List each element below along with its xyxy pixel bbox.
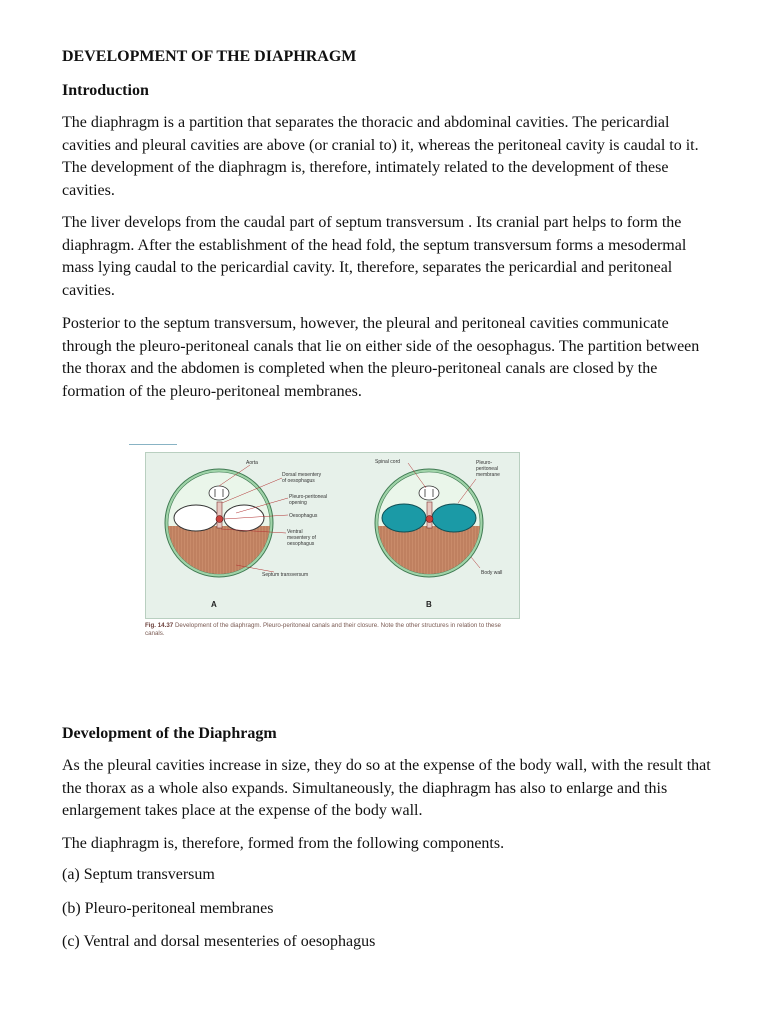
label-pp-opening-1: Pleuro-peritoneal [289, 494, 328, 500]
component-item-b: (b) Pleuro-peritoneal membranes [62, 900, 274, 917]
label-ventral-3: oesophagus [287, 541, 315, 547]
label-dorsal-mesentery-2: of oesophagus [282, 478, 315, 484]
label-aorta: Aorta [246, 460, 258, 466]
panel-a-letter: A [211, 600, 217, 609]
label-pp-opening-2: opening [289, 500, 307, 506]
label-ventral-1: Ventral [287, 529, 303, 535]
intro-paragraph-1: The diaphragm is a partition that separates the thoracic and abdominal cavities. The pericardial cavities and pleural cavities are above (or cranial to) it, whereas the peritoneal cavity is caudal to it. The development of the diaphragm is, therefore, intimately related to the development of these cavities. [62, 114, 699, 199]
label-septum-transversum: Septum transversum [262, 572, 309, 578]
panel-b-diagram [374, 463, 484, 586]
figure-frame [145, 452, 520, 619]
component-item-a: (a) Septum transversum [62, 866, 215, 883]
development-paragraph-2: The diaphragm is, therefore, formed from the following components. [62, 835, 505, 852]
label-membrane-1: Pleuro- [476, 460, 493, 466]
figure-caption-number: Fig. 14.37 [145, 622, 174, 629]
development-paragraph-1: As the pleural cavities increase in size, they do so at the expense of the body wall, with the result that the thorax as a whole also expands. Simultaneously, the diaphragm has also to enlarge and this enlargement takes place at the expense of the body wall. [62, 757, 711, 819]
figure-caption [145, 622, 515, 638]
label-dorsal-mesentery-1: Dorsal mesentery [282, 472, 322, 478]
section-heading-development: Development of the Diaphragm [62, 725, 277, 742]
figure-caption-text: Development of the diaphragm. Pleuro-peritoneal canals and their closure. Note the other structures in relation to these canals. [145, 622, 501, 637]
label-body-wall: Body wall [481, 570, 503, 576]
figure-rule [129, 444, 177, 445]
label-ventral-2: mesentery of [287, 535, 316, 541]
component-item-c: (c) Ventral and dorsal mesenteries of oesophagus [62, 933, 376, 950]
diaphragm-figure [129, 444, 524, 644]
figure-illustration [146, 453, 519, 618]
page-title: DEVELOPMENT OF THE DIAPHRAGM [62, 48, 357, 65]
intro-paragraph-2: The liver develops from the caudal part of septum transversum . Its cranial part helps to form the diaphragm. After the establishment of the head fold, the septum transversum forms a mesodermal mass lying caudal to the pericardial cavity. It, therefore, separates the pericardial and peritoneal cavities. [62, 214, 687, 299]
panel-b-letter: B [426, 600, 432, 609]
label-oesophagus: Oesophagus [289, 513, 318, 519]
intro-heading: Introduction [62, 82, 149, 99]
label-membrane-3: membrane [476, 472, 500, 478]
label-spinal-cord: Spinal cord [375, 459, 401, 465]
intro-paragraph-3: Posterior to the septum transversum, however, the pleural and peritoneal cavities communicate through the pleuro-peritoneal canals that lie on either side of the oesophagus. The partition between the thorax and the abdomen is completed when the pleuro-peritoneal canals are closed by the formation of the pleuro-peritoneal membranes. [62, 315, 700, 400]
label-membrane-2: peritoneal [476, 466, 498, 472]
panel-a-diagram [164, 465, 288, 586]
